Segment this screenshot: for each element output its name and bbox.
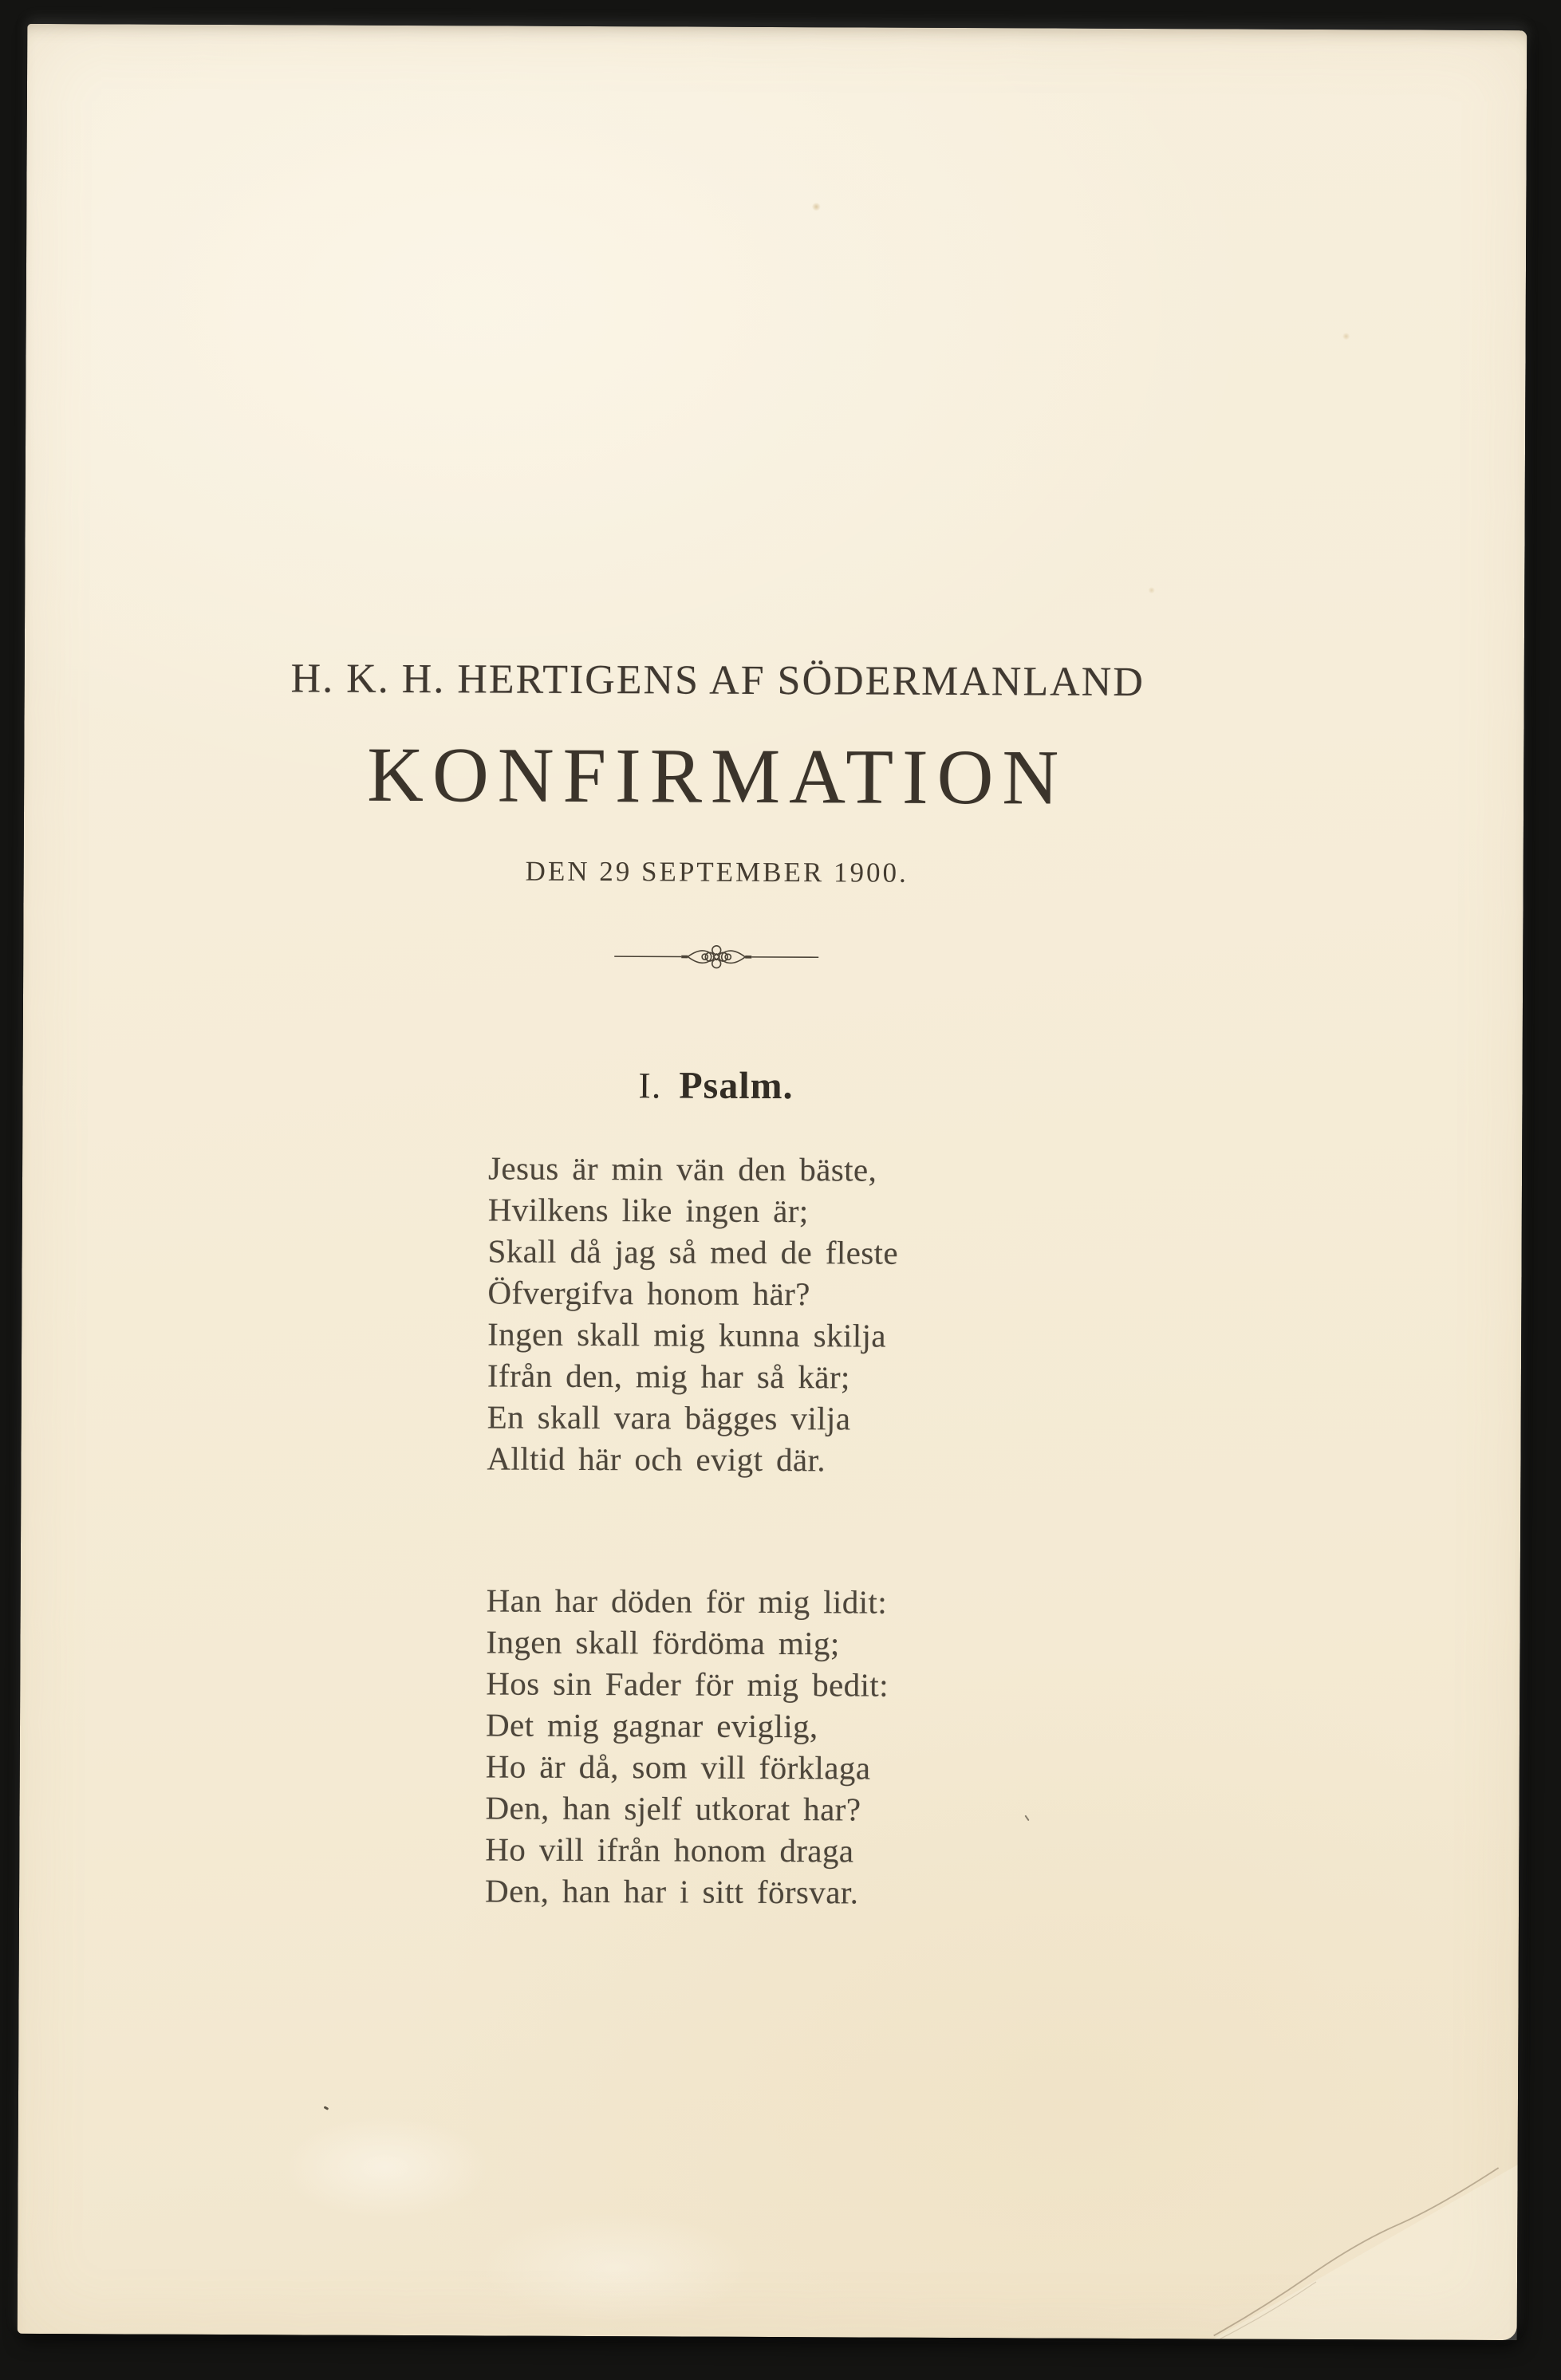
poem-line: Hvilkens like ingen är;: [487, 1191, 809, 1230]
poem-line: Ingen skall mig kunna skilja: [487, 1315, 887, 1354]
section-number: I.: [638, 1065, 662, 1106]
poem-line: Jesus är min vän den bäste,: [487, 1149, 877, 1188]
fox-stain: [1342, 333, 1350, 340]
poem-line: Han har döden för mig lidit:: [486, 1582, 888, 1621]
poem-line: Skall då jag så med de fleste: [487, 1232, 899, 1271]
header-line: H. K. H. HERTIGENS AF SÖDERMANLAND: [290, 656, 1145, 706]
scuff-mark: [281, 2114, 489, 2219]
poem-line: Alltid här och evigt där.: [487, 1440, 826, 1479]
fox-stain: [811, 203, 821, 211]
poem-line: Ingen skall fördöma mig;: [486, 1623, 840, 1662]
date-line: DEN 29 SEPTEMBER 1900.: [525, 855, 909, 889]
ink-speck: [1024, 1815, 1029, 1822]
paper-sheet: [18, 24, 1527, 2340]
fox-stain: [1148, 587, 1155, 593]
ink-speck: [324, 2106, 329, 2110]
section-heading: [22, 1061, 1409, 1111]
section-title: Psalm.: [679, 1064, 794, 1108]
poem-line: Ifrån den, mig har så kär;: [487, 1357, 850, 1396]
poem-line: Den, han har i sitt försvar.: [485, 1872, 859, 1911]
page-title: KONFIRMATION: [367, 731, 1068, 822]
psalm-stanza-2: [485, 1579, 889, 1913]
divider-ornament-icon: [613, 939, 820, 975]
poem-line: Öfvergifva honom här?: [487, 1274, 810, 1313]
psalm-stanza-1: [487, 1147, 898, 1480]
poem-line: Ho vill ifrån honom draga: [485, 1830, 854, 1870]
poem-line: En skall vara bägges vilja: [487, 1398, 851, 1437]
poem-line: Hos sin Fader för mig bedit:: [486, 1665, 889, 1704]
scuff-mark: [480, 2211, 752, 2323]
poem-line: Den, han sjelf utkorat har?: [485, 1789, 861, 1828]
poem-line: Ho är då, som vill förklaga: [485, 1748, 871, 1787]
poem-line: Det mig gagnar eviglig,: [485, 1706, 818, 1745]
